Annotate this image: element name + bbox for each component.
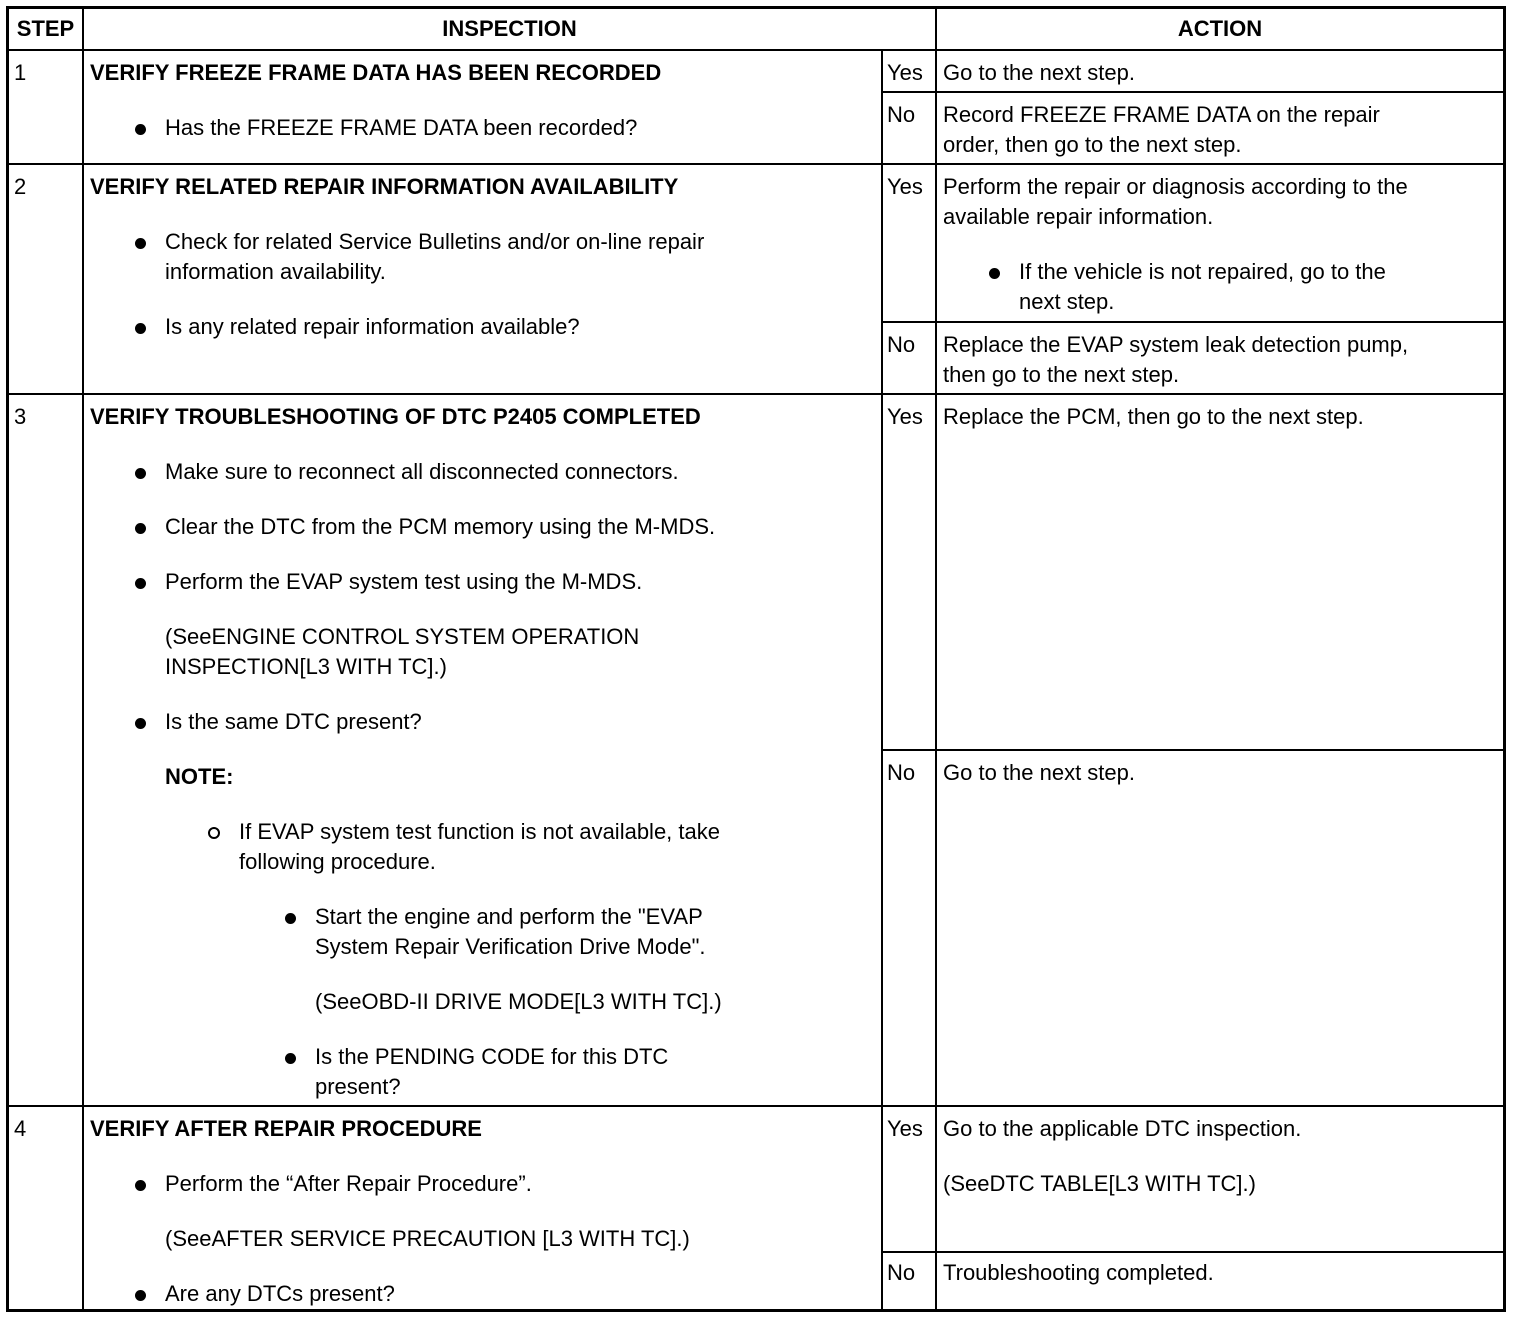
note-item: following procedure. xyxy=(239,849,436,874)
bullet-icon xyxy=(135,124,146,135)
yes-action: Perform the repair or diagnosis according to the xyxy=(943,174,1408,199)
step-number: 3 xyxy=(14,404,27,429)
row-rule xyxy=(9,393,1503,395)
sub-item: Start the engine and perform the "EVAP xyxy=(315,904,703,929)
bullet-icon xyxy=(135,1180,146,1191)
inspection-item: Is any related repair information available? xyxy=(165,314,580,339)
header-inspection: INSPECTION xyxy=(442,16,577,41)
step-number: 1 xyxy=(14,60,27,85)
bullet-icon xyxy=(135,238,146,249)
diagnostic-table xyxy=(6,6,1506,1312)
header-action: ACTION xyxy=(1177,16,1263,41)
step-title: VERIFY AFTER REPAIR PROCEDURE xyxy=(90,1116,482,1141)
step-col-rule xyxy=(82,9,84,1309)
inspection-item: Perform the EVAP system test using the M-MDS. xyxy=(165,569,643,594)
yes-action: Go to the applicable DTC inspection. xyxy=(943,1116,1302,1141)
no-action: then go to the next step. xyxy=(943,362,1180,387)
inspection-item: Are any DTCs present? xyxy=(165,1281,395,1306)
inspection-item: Is the same DTC present? xyxy=(165,709,422,734)
inspection-item: information availability. xyxy=(165,259,386,284)
no-action: Record FREEZE FRAME DATA on the repair xyxy=(943,102,1380,127)
yes-label: Yes xyxy=(887,404,923,429)
action-col-rule xyxy=(935,9,937,1309)
bullet-icon xyxy=(135,468,146,479)
inspection-item: Make sure to reconnect all disconnected connectors. xyxy=(165,459,679,484)
yes-action: Replace the PCM, then go to the next step. xyxy=(943,404,1364,429)
no-action: order, then go to the next step. xyxy=(943,132,1242,157)
yesno-col-rule xyxy=(881,49,883,1309)
see-reference: (SeeENGINE CONTROL SYSTEM OPERATION xyxy=(165,624,640,649)
yes-label: Yes xyxy=(887,1116,923,1141)
sub-item: present? xyxy=(315,1074,401,1099)
bullet-icon xyxy=(135,718,146,729)
yes-no-rule xyxy=(881,1251,1503,1253)
yes-no-rule xyxy=(881,749,1503,751)
header-step: STEP xyxy=(16,16,75,41)
note-label: NOTE: xyxy=(165,764,234,789)
step-title: VERIFY RELATED REPAIR INFORMATION AVAILABILITY xyxy=(90,174,679,199)
see-reference: INSPECTION[L3 WITH TC].) xyxy=(165,654,447,679)
bullet-icon xyxy=(135,523,146,534)
sub-item: System Repair Verification Drive Mode". xyxy=(315,934,706,959)
no-label: No xyxy=(887,1260,916,1285)
yes-no-rule xyxy=(881,321,1503,323)
sub-item: Is the PENDING CODE for this DTC xyxy=(315,1044,669,1069)
yes-action-item: If the vehicle is not repaired, go to the xyxy=(1019,259,1386,284)
step-title: VERIFY TROUBLESHOOTING OF DTC P2405 COMPLETED xyxy=(90,404,701,429)
yes-action: Go to the next step. xyxy=(943,60,1136,85)
header-rule xyxy=(9,49,1503,51)
no-label: No xyxy=(887,760,916,785)
no-action: Replace the EVAP system leak detection pump, xyxy=(943,332,1409,357)
inspection-item: Perform the “After Repair Procedure”. xyxy=(165,1171,532,1196)
yes-action: available repair information. xyxy=(943,204,1214,229)
row-rule xyxy=(9,1105,1503,1107)
yes-action-item: next step. xyxy=(1019,289,1115,314)
step-number: 2 xyxy=(14,174,27,199)
no-label: No xyxy=(887,332,916,357)
bullet-icon xyxy=(285,1053,296,1064)
see-reference: (SeeAFTER SERVICE PRECAUTION [L3 WITH TC].) xyxy=(165,1226,690,1251)
bullet-icon xyxy=(135,578,146,589)
step-number: 4 xyxy=(14,1116,27,1141)
no-action: Go to the next step. xyxy=(943,760,1136,785)
no-label: No xyxy=(887,102,916,127)
bullet-icon xyxy=(285,913,296,924)
bullet-icon xyxy=(135,1290,146,1301)
note-item: If EVAP system test function is not available, take xyxy=(239,819,720,844)
step-title: VERIFY FREEZE FRAME DATA HAS BEEN RECORDED xyxy=(90,60,662,85)
bullet-icon xyxy=(135,323,146,334)
inspection-item: Has the FREEZE FRAME DATA been recorded? xyxy=(165,115,638,140)
no-action: Troubleshooting completed. xyxy=(943,1260,1214,1285)
yes-no-rule xyxy=(881,91,1503,93)
row-rule xyxy=(9,163,1503,165)
yes-label: Yes xyxy=(887,60,923,85)
bullet-icon xyxy=(989,268,1000,279)
inspection-item: Clear the DTC from the PCM memory using the M-MDS. xyxy=(165,514,716,539)
see-reference: (SeeDTC TABLE[L3 WITH TC].) xyxy=(943,1171,1256,1196)
inspection-item: Check for related Service Bulletins and/or on-line repair xyxy=(165,229,705,254)
hollow-bullet-icon xyxy=(208,827,220,839)
yes-label: Yes xyxy=(887,174,923,199)
see-reference: (SeeOBD-II DRIVE MODE[L3 WITH TC].) xyxy=(315,989,722,1014)
